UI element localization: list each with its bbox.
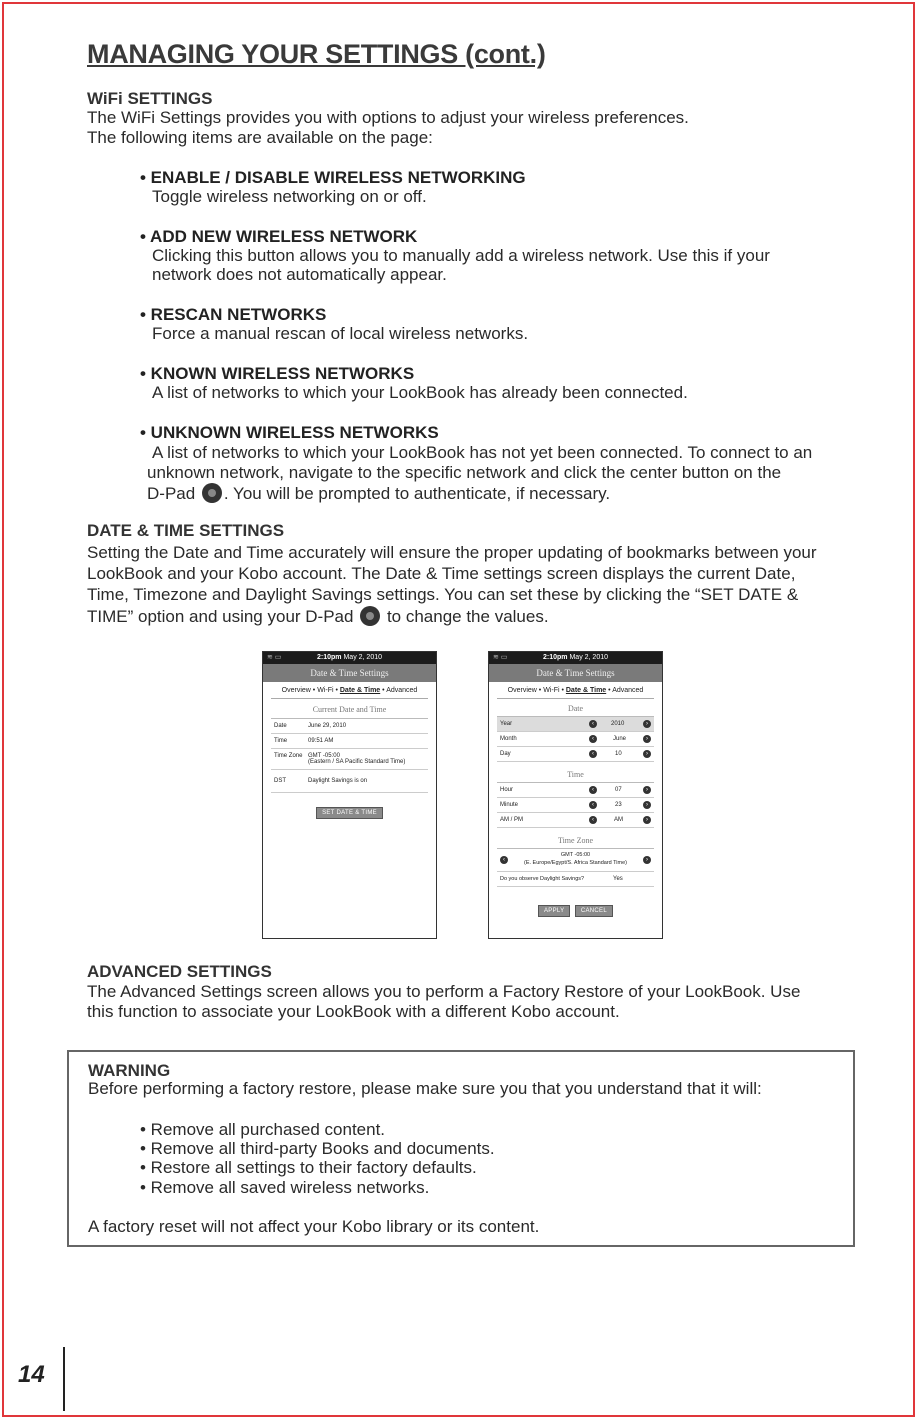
wifi-intro-line: The following items are available on the page: [87, 128, 433, 147]
warning-heading: WARNING [88, 1061, 171, 1080]
wifi-heading: WiFi SETTINGS [87, 89, 213, 108]
status-date: May 2, 2010 [343, 654, 382, 661]
section-title: Time Zone [497, 828, 654, 849]
set-date-time-button[interactable]: SET DATE & TIME [316, 807, 383, 819]
wifi-item-desc: Force a manual rescan of local wireless networks. [152, 324, 529, 343]
apply-button[interactable]: APPLY [538, 905, 570, 917]
wifi-item-title: • ADD NEW WIRELESS NETWORK [140, 227, 418, 246]
row-label: Do you observe Daylight Savings? [500, 876, 585, 882]
screen-header: Date & Time Settings [489, 664, 662, 682]
tab-wifi[interactable]: Wi-Fi [543, 687, 560, 694]
status-date: May 2, 2010 [569, 654, 608, 661]
row-value: Yes [613, 876, 623, 882]
arrow-right-icon[interactable]: › [643, 750, 651, 758]
cancel-button[interactable]: CANCEL [575, 905, 613, 917]
button-wrap [489, 887, 662, 917]
wifi-item-title: • ENABLE / DISABLE WIRELESS NETWORKING [140, 168, 526, 187]
info-row [271, 749, 428, 770]
section-title: Date [497, 699, 654, 717]
row-value [308, 753, 405, 765]
tab-advanced[interactable]: Advanced [612, 687, 644, 694]
row-label: Month [500, 736, 517, 742]
stepper-row[interactable] [497, 798, 654, 813]
dpad-followup-text: . You will be prompted to authenticate, if necessary. [223, 484, 611, 503]
page-number-divider [63, 1347, 65, 1411]
arrow-right-icon[interactable]: › [643, 816, 651, 824]
section-title: Time [497, 762, 654, 783]
page-title: MANAGING YOUR SETTINGS (cont.) [87, 39, 546, 69]
arrow-left-icon[interactable]: ‹ [589, 735, 597, 743]
wifi-item-desc: Toggle wireless networking on or off. [152, 187, 427, 206]
arrow-left-icon[interactable]: ‹ [589, 801, 597, 809]
stepper-row[interactable] [497, 732, 654, 747]
page-number: 14 [18, 1361, 45, 1388]
wifi-item-title: • KNOWN WIRELESS NETWORKS [140, 364, 415, 383]
stepper-row[interactable] [497, 783, 654, 798]
wifi-item-desc-dpad-line [147, 483, 610, 504]
wifi-item-desc: Clicking this button allows you to manually add a wireless network. Use this if your [152, 246, 770, 265]
arrow-right-icon[interactable]: › [643, 786, 651, 794]
tab-advanced[interactable]: Advanced [386, 687, 418, 694]
wifi-battery-icon: ≋ ▭ [493, 654, 508, 661]
datetime-line: LookBook and your Kobo account. The Date & Time settings screen displays the current Date, [87, 564, 796, 583]
tab-wifi[interactable]: Wi-Fi [317, 687, 334, 694]
status-bar [489, 652, 662, 664]
row-value: 2010 [611, 721, 625, 727]
row-label: DST [274, 778, 286, 784]
wifi-item-desc: A list of networks to which your LookBook has not yet been connected. To connect to an [152, 443, 813, 462]
arrow-left-icon[interactable]: ‹ [589, 750, 597, 758]
warning-bullet: • Remove all purchased content. [140, 1120, 386, 1139]
warning-bullet: • Restore all settings to their factory defaults. [140, 1158, 477, 1177]
stepper-row[interactable] [497, 813, 654, 828]
datetime-line-text: to change the values. [386, 607, 549, 626]
tab-overview[interactable]: Overview [507, 687, 537, 694]
dst-row[interactable] [497, 872, 654, 887]
stepper-row[interactable] [497, 717, 654, 732]
row-value: June 29, 2010 [308, 723, 347, 729]
arrow-right-icon[interactable]: › [643, 856, 651, 864]
arrow-right-icon[interactable]: › [643, 720, 651, 728]
wifi-item-desc: A list of networks to which your LookBook has already been connected. [152, 383, 688, 402]
tab-date-time[interactable]: Date & Time [339, 687, 381, 694]
status-time: 2:10pm [317, 654, 342, 661]
arrow-right-icon[interactable]: › [643, 801, 651, 809]
tab-overview[interactable]: Overview [281, 687, 311, 694]
wifi-item-desc: unknown network, navigate to the specific network and click the center button on the [147, 463, 782, 482]
stepper-row[interactable] [497, 747, 654, 762]
arrow-left-icon[interactable]: ‹ [589, 786, 597, 794]
arrow-left-icon[interactable]: ‹ [589, 720, 597, 728]
row-label: Date [274, 723, 287, 729]
dpad-icon [360, 606, 380, 626]
warning-bullet: • Remove all third-party Books and documents. [140, 1139, 495, 1158]
arrow-left-icon[interactable]: ‹ [589, 816, 597, 824]
row-label: Time Zone [274, 753, 303, 759]
warning-footer: A factory reset will not affect your Kobo library or its content. [88, 1217, 540, 1236]
settings-nav: Overview • Wi-Fi • Date & Time • Advanced [497, 682, 654, 699]
warning-intro: Before performing a factory restore, please make sure you that you understand that it will: [88, 1079, 762, 1098]
tab-date-time[interactable]: Date & Time [565, 687, 607, 694]
tz-value: GMT -05:00 [560, 852, 591, 858]
status-time: 2:10pm [543, 654, 568, 661]
info-row [271, 734, 428, 749]
info-row [271, 770, 428, 793]
datetime-line-dpad [87, 606, 549, 627]
section-title: Current Date and Time [271, 699, 428, 719]
row-label: Minute [500, 802, 519, 808]
status-bar [263, 652, 436, 664]
row-value: AM [614, 817, 623, 823]
datetime-line-text: TIME” option and using your D-Pad [87, 607, 354, 626]
datetime-heading: DATE & TIME SETTINGS [87, 521, 285, 540]
wifi-item-desc: network does not automatically appear. [152, 265, 447, 284]
advanced-line: The Advanced Settings screen allows you to perform a Factory Restore of your LookBook. Use [87, 982, 801, 1001]
device-screenshot-edit [488, 651, 663, 939]
row-value: 07 [615, 787, 622, 793]
row-value: 09:51 AM [308, 738, 334, 744]
button-wrap [263, 793, 436, 819]
wifi-battery-icon: ≋ ▭ [267, 654, 282, 661]
info-row [271, 719, 428, 734]
row-label: Time [274, 738, 288, 744]
row-label: Year [500, 721, 513, 727]
row-value: 23 [615, 802, 622, 808]
dpad-icon [202, 483, 222, 503]
dpad-text: D-Pad [147, 484, 196, 503]
row-label: AM / PM [500, 817, 524, 823]
settings-nav: Overview • Wi-Fi • Date & Time • Advanced [271, 682, 428, 699]
tz-value-detail: (E. Europe/Egypt/S. Africa Standard Time) [523, 860, 628, 866]
arrow-right-icon[interactable]: › [643, 735, 651, 743]
row-value: 10 [615, 751, 622, 757]
warning-bullet: • Remove all saved wireless networks. [140, 1178, 430, 1197]
advanced-line: this function to associate your LookBook with a different Kobo account. [87, 1002, 620, 1021]
datetime-line: Time, Timezone and Daylight Savings settings. You can set these by clicking the “SET DATE & [87, 585, 799, 604]
device-screenshot-current [262, 651, 437, 939]
datetime-line: Setting the Date and Time accurately will ensure the proper updating of bookmarks between your [87, 543, 817, 562]
screen-header: Date & Time Settings [263, 664, 436, 682]
stepper-row[interactable] [497, 849, 654, 872]
wifi-item-title: • RESCAN NETWORKS [140, 305, 327, 324]
row-label: Hour [500, 787, 514, 793]
arrow-left-icon[interactable]: ‹ [500, 856, 508, 864]
row-value: June [613, 736, 627, 742]
tz-values [511, 851, 640, 867]
row-label: Day [500, 751, 511, 757]
advanced-heading: ADVANCED SETTINGS [87, 962, 272, 981]
wifi-intro-line: The WiFi Settings provides you with options to adjust your wireless preferences. [87, 108, 689, 127]
tz-value-detail: (Eastern / SA Pacific Standard Time) [308, 759, 406, 765]
tz-value: GMT -05:00 [308, 753, 340, 759]
row-value: Daylight Savings is on [308, 778, 368, 784]
wifi-item-title: • UNKNOWN WIRELESS NETWORKS [140, 423, 439, 442]
